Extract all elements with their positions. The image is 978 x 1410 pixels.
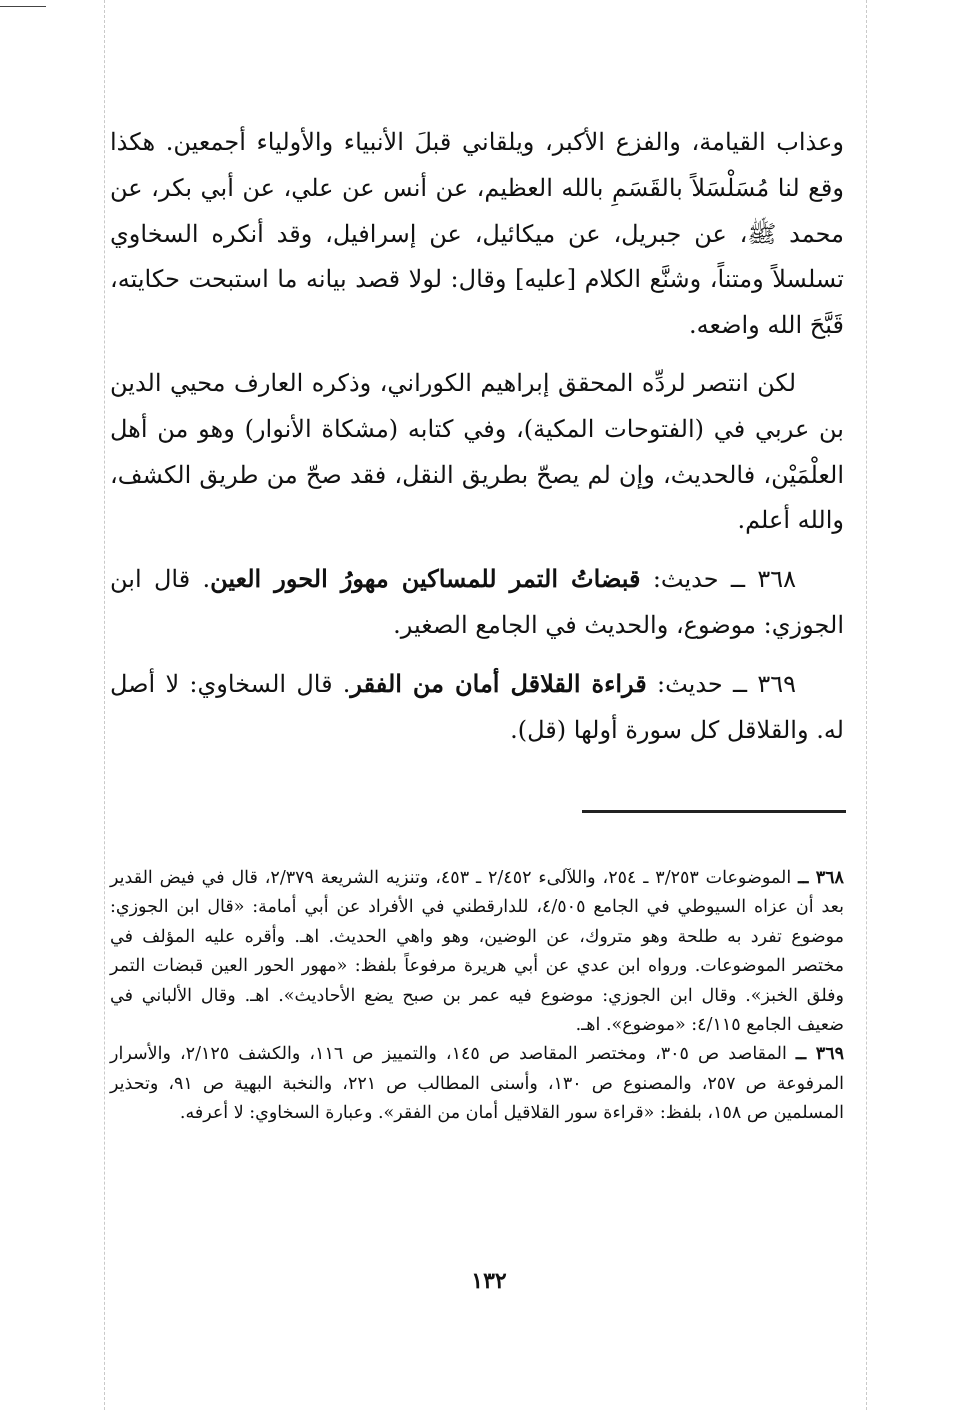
entry-369-comment: . قال السخاوي: لا أصل له. والقلاقل كل سورة أولها (قل).	[110, 669, 844, 744]
paragraph-continuation: وعذاب القيامة، والفزع الأكبر، ويلقاني قبلَ الأنبياء والأولياء أجمعين. هكذا وقع لنا مُسَلْسَلاً بالقَسَمِ بالله العظيم، عن أنس عن علي، عن أبي بكر، عن محمد ﷺ، عن جبريل، عن ميكائيل، عن إسرافيل، وقد أنكره السخاوي تسلسلاً ومتناً، وشنَّع الكلام [عليه] وقال: لولا قصد بيانه ما استبحت حكايته، قَبَّحَ الله واضعه.	[110, 128, 844, 340]
right-fold-line	[866, 0, 867, 1410]
entry-369-prefix: ٣٦٩ ــ حديث:	[646, 669, 796, 698]
main-text	[110, 120, 844, 765]
footnote-368-text: الموضوعات ٣/٢٥٣ ـ ٢٥٤، واللآلىء ٢/٤٥٢ ـ ٤٥٣، وتنزيه الشريعة ٢/٣٧٩، قال في فيض القدير بعد أن عزاه السيوطي في الجامع ٤/٥٠٥، للدارقطني في الأفراد عن أبي أمامة: «قال ابن الجوزي: موضوع تفرد به طلحة وهو متروك، عن الوضين، وهو واهي الحديث. اهـ. وأقره عليه المؤلف في مختصر الموضوعات. ورواه ابن عدي عن أبي هريرة مرفوعاً بلفظ: «مهور الحور العين قبضات التمر وفلق الخبز». وقال ابن الجوزي: موضوع فيه عمر بن صبح يضع الأحاديث». اهـ. وقال الألباني في ضعيف الجامع ٤/١١٥: «موضوع». اهـ.	[110, 868, 844, 1036]
footnote-368-number: ٣٦٨ ــ	[798, 868, 844, 888]
footnote-368	[110, 864, 844, 1040]
entry-368	[110, 556, 844, 649]
entry-368-prefix: ٣٦٨ ــ حديث:	[640, 565, 796, 594]
footnote-separator	[582, 810, 846, 813]
page-number: ١٣٢	[471, 1268, 507, 1294]
entry-368-comment: . قال ابن الجوزي: موضوع، والحديث في الجامع الصغير.	[110, 565, 844, 639]
entry-368-hadith: قبضاتُ التمر للمساكين مهورُ الحور العين	[210, 564, 641, 594]
footnote-369-number: ٣٦٩ ــ	[795, 1044, 844, 1065]
corner-scan-mark	[0, 6, 46, 7]
paragraph-kurani: لكن انتصر لردِّه المحقق إبراهيم الكوراني، وذكره العارف محيي الدين بن عربي في (الفتوحات المكية)، وفي كتابه (مشكاة الأنوار) وهو من أهل العلْمَيْن، فالحديث، وإن لم يصحّ بطريق النقل، فقد صحّ من طريق الكشف، والله أعلم.	[110, 368, 844, 535]
footnote-369	[110, 1040, 844, 1128]
footnote-369-text: المقاصد ص ٣٠٥، ومختصر المقاصد ص ١٤٥، والتمييز ص ١١٦، والكشف ٢/١٢٥، والأسرار المرفوعة ص ٢٥٧، والمصنوع ص ١٣٠، وأسنى المطالب ص ٢٢١، والنخبة البهية ص ٩١، وتحذير المسلمين ص ١٥٨، بلفظ: «قراءة سور القلاقيل أمان من الفقر». وعبارة السخاوي: لا أعرفه.	[110, 1044, 845, 1124]
entry-369-hadith: قراءة القلاقل أمان من الفقر	[350, 668, 647, 698]
entry-369	[110, 661, 844, 754]
footnotes	[110, 864, 844, 1129]
left-fold-line	[104, 0, 105, 1410]
